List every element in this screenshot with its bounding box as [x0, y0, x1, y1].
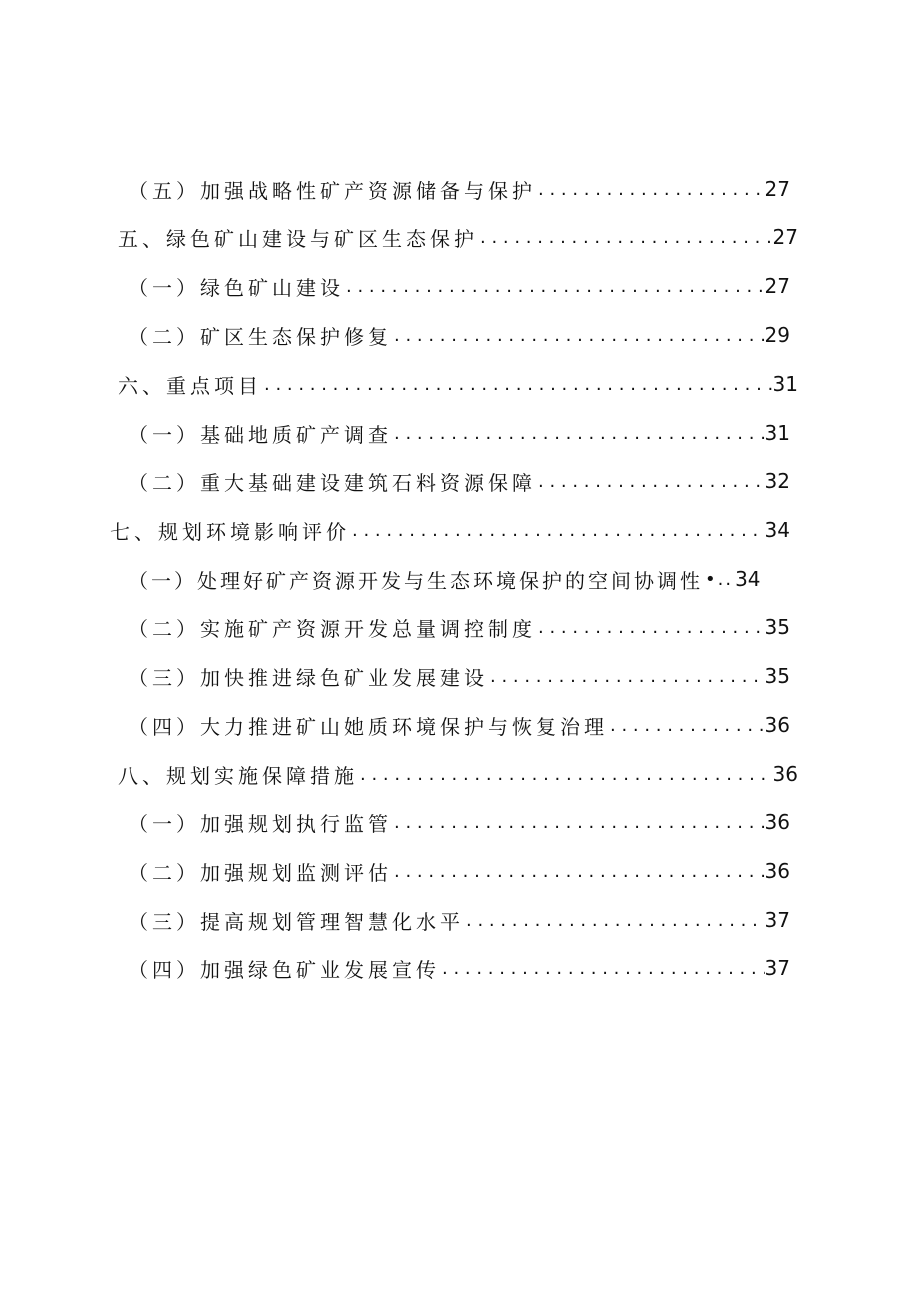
- toc-entry-title: （二）实施矿产资源开发总量调控制度: [128, 616, 536, 641]
- toc-entry-page: 27: [772, 225, 798, 249]
- toc-dot-leader: [392, 423, 765, 444]
- toc-dot-leader: [536, 179, 765, 200]
- toc-dot-leader: [488, 666, 765, 687]
- toc-entry[interactable]: [128, 167, 790, 211]
- toc-entry-title: （三）加快推进绿色矿业发展建设: [128, 665, 488, 690]
- toc-entry-title: 六、重点项目: [118, 373, 262, 398]
- toc-entry[interactable]: [118, 752, 798, 796]
- toc-entry-title: （五）加强战略性矿产资源储备与保护: [128, 178, 536, 203]
- toc-entry-title: （四）加强绿色矿业发展宣传: [128, 957, 440, 982]
- toc-entry[interactable]: [128, 654, 790, 698]
- toc-entry-page: 31: [772, 372, 798, 396]
- toc-dot-leader: [703, 569, 735, 590]
- toc-entry-page: 37: [764, 956, 790, 980]
- toc-dot-leader: [464, 910, 765, 931]
- toc-entry[interactable]: [128, 800, 790, 844]
- toc-entry-page: 37: [764, 908, 790, 932]
- toc-entry-page: 34: [764, 518, 790, 542]
- toc-entry[interactable]: [118, 362, 798, 406]
- toc-entry[interactable]: [128, 849, 790, 893]
- toc-entry[interactable]: [118, 215, 798, 259]
- toc-dot-leader: [392, 812, 765, 833]
- toc-dot-leader: [350, 520, 765, 541]
- toc-entry-title: 五、绿色矿山建设与矿区生态保护: [118, 226, 478, 251]
- toc-entry-title: （二）加强规划监测评估: [128, 860, 392, 885]
- toc-dot-leader: [358, 764, 773, 785]
- toc-entry-title: （二）重大基础建设建筑石料资源保障: [128, 470, 536, 495]
- toc-dot-leader: [608, 715, 765, 736]
- toc-entry-title: （一）绿色矿山建设: [128, 275, 344, 300]
- toc-entry-page: 36: [764, 713, 790, 737]
- toc-dot-leader: [392, 861, 765, 882]
- toc-entry-title: （三）提高规划管理智慧化水平: [128, 909, 464, 934]
- toc-entry-page: 35: [764, 664, 790, 688]
- toc-entry[interactable]: [128, 703, 790, 747]
- toc-entry-title: （二）矿区生态保护修复: [128, 324, 392, 349]
- toc-entry-title: 七、规划环境影响评价: [110, 519, 350, 544]
- toc-dot-leader: [536, 471, 765, 492]
- toc-entry-page: 36: [772, 762, 798, 786]
- toc-dot-leader: [262, 374, 773, 395]
- toc-entry[interactable]: [128, 313, 790, 357]
- toc-entry-page: 29: [764, 323, 790, 347]
- toc-entry-title: （四）大力推进矿山她质环境保护与恢复治理: [128, 714, 608, 739]
- toc-dot-leader: [392, 325, 765, 346]
- toc-dot-leader: [440, 958, 765, 979]
- toc-entry-page: 27: [764, 274, 790, 298]
- toc-entry[interactable]: [128, 946, 790, 990]
- toc-entry[interactable]: [128, 557, 790, 601]
- toc-entry[interactable]: [128, 605, 790, 649]
- toc-entry-page: 35: [764, 615, 790, 639]
- toc-dot-leader: [344, 276, 765, 297]
- toc-entry-page: 27: [764, 177, 790, 201]
- toc-entry-page: 32: [764, 469, 790, 493]
- toc-dot-leader: [478, 227, 773, 248]
- toc-entry[interactable]: [128, 898, 790, 942]
- toc-entry-page: 34: [735, 567, 761, 591]
- toc-entry[interactable]: [128, 459, 790, 503]
- toc-entry-page: 36: [764, 810, 790, 834]
- toc-dot-leader: [536, 617, 765, 638]
- toc-entry[interactable]: [128, 411, 790, 455]
- toc-entry-page: 31: [764, 421, 790, 445]
- toc-entry-title: （一）基础地质矿产调查: [128, 422, 392, 447]
- toc-entry-title: （一）处理好矿产资源开发与生态环境保护的空间协调性: [128, 568, 703, 593]
- toc-entry[interactable]: [128, 264, 790, 308]
- toc-entry-title: 八、规划实施保障措施: [118, 763, 358, 788]
- toc-entry[interactable]: [110, 508, 790, 552]
- toc-entry-page: 36: [764, 859, 790, 883]
- toc-entry-title: （一）加强规划执行监管: [128, 811, 392, 836]
